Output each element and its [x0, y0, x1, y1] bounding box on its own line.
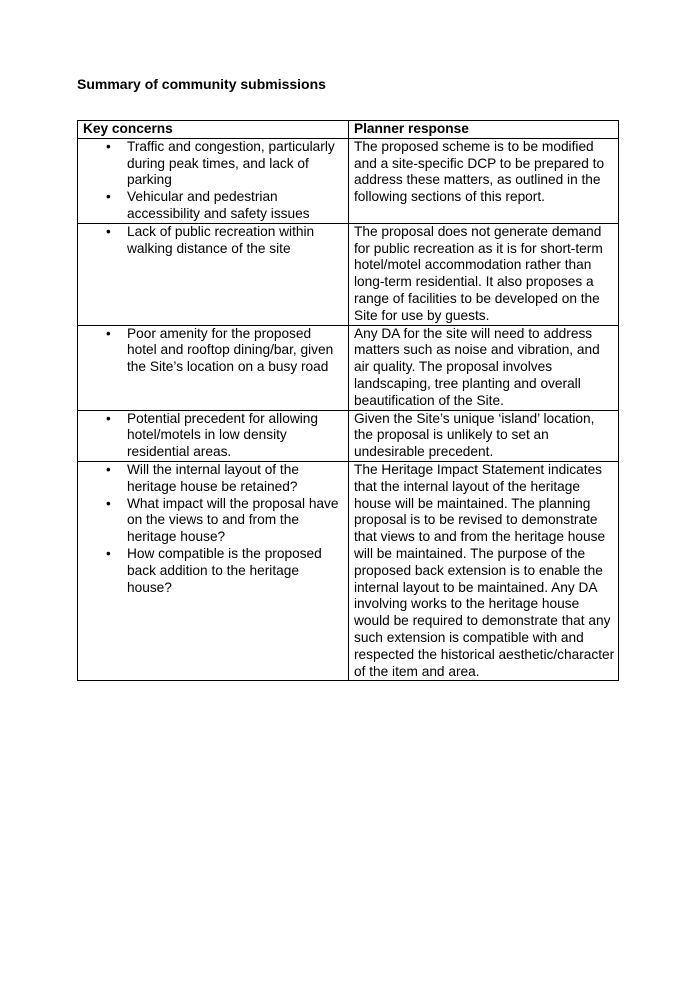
- concerns-list: [83, 462, 342, 596]
- table-row: [78, 410, 619, 461]
- table-row: [78, 138, 619, 223]
- list-item: • Vehicular and pedestrian accessibility and safety issues: [83, 189, 342, 223]
- concerns-list: [83, 411, 342, 461]
- header-key-concerns: Key concerns: [78, 121, 349, 139]
- response-cell: Any DA for the site will need to address matters such as noise and vibration, and air quality. The proposal involves landscaping, tree planting and overall beautification of the Site.: [349, 325, 619, 410]
- list-item: • Will the internal layout of the heritage house be retained?: [83, 462, 342, 496]
- list-item: • Poor amenity for the proposed hotel and rooftop dining/bar, given the Site’s location on a busy road: [83, 326, 342, 376]
- concerns-list: [83, 139, 342, 223]
- table-row: [78, 325, 619, 410]
- concerns-cell: [78, 461, 349, 680]
- page-title: Summary of community submissions: [77, 76, 326, 92]
- table-header-row: [78, 121, 619, 139]
- concerns-cell: [78, 325, 349, 410]
- header-planner-response: Planner response: [349, 121, 619, 139]
- response-cell: The proposed scheme is to be modified and a site-specific DCP to be prepared to address these matters, as outlined in the following sections of this report.: [349, 138, 619, 223]
- response-cell: The proposal does not generate demand for public recreation as it is for short-term hotel/motel accommodation rather than long-term residential. It also proposes a range of facilities to be developed on the Site for use by guests.: [349, 223, 619, 325]
- list-item: • What impact will the proposal have on the views to and from the heritage house?: [83, 496, 342, 546]
- list-item: • Traffic and congestion, particularly during peak times, and lack of parking: [83, 139, 342, 189]
- response-cell: The Heritage Impact Statement indicates that the internal layout of the heritage house will be maintained. The planning proposal is to be revised to demonstrate that views to and from the heritage house will be maintained. The purpose of the proposed back extension is to enable the internal layout to be maintained. Any DA involving works to the heritage house would be required to demonstrate that any such extension is compatible with and respected the historical aesthetic/character of the item and area.: [349, 461, 619, 680]
- concerns-cell: [78, 410, 349, 461]
- response-cell: Given the Site’s unique ‘island’ location, the proposal is unlikely to set an undesirable precedent.: [349, 410, 619, 461]
- concerns-cell: [78, 223, 349, 325]
- list-item: • Lack of public recreation within walking distance of the site: [83, 224, 342, 258]
- submissions-table: [77, 120, 619, 681]
- table-row: [78, 223, 619, 325]
- concerns-list: [83, 326, 342, 376]
- list-item: • How compatible is the proposed back addition to the heritage house?: [83, 546, 342, 596]
- concerns-list: [83, 224, 342, 258]
- table-row: [78, 461, 619, 680]
- list-item: • Potential precedent for allowing hotel/motels in low density residential areas.: [83, 411, 342, 461]
- concerns-cell: [78, 138, 349, 223]
